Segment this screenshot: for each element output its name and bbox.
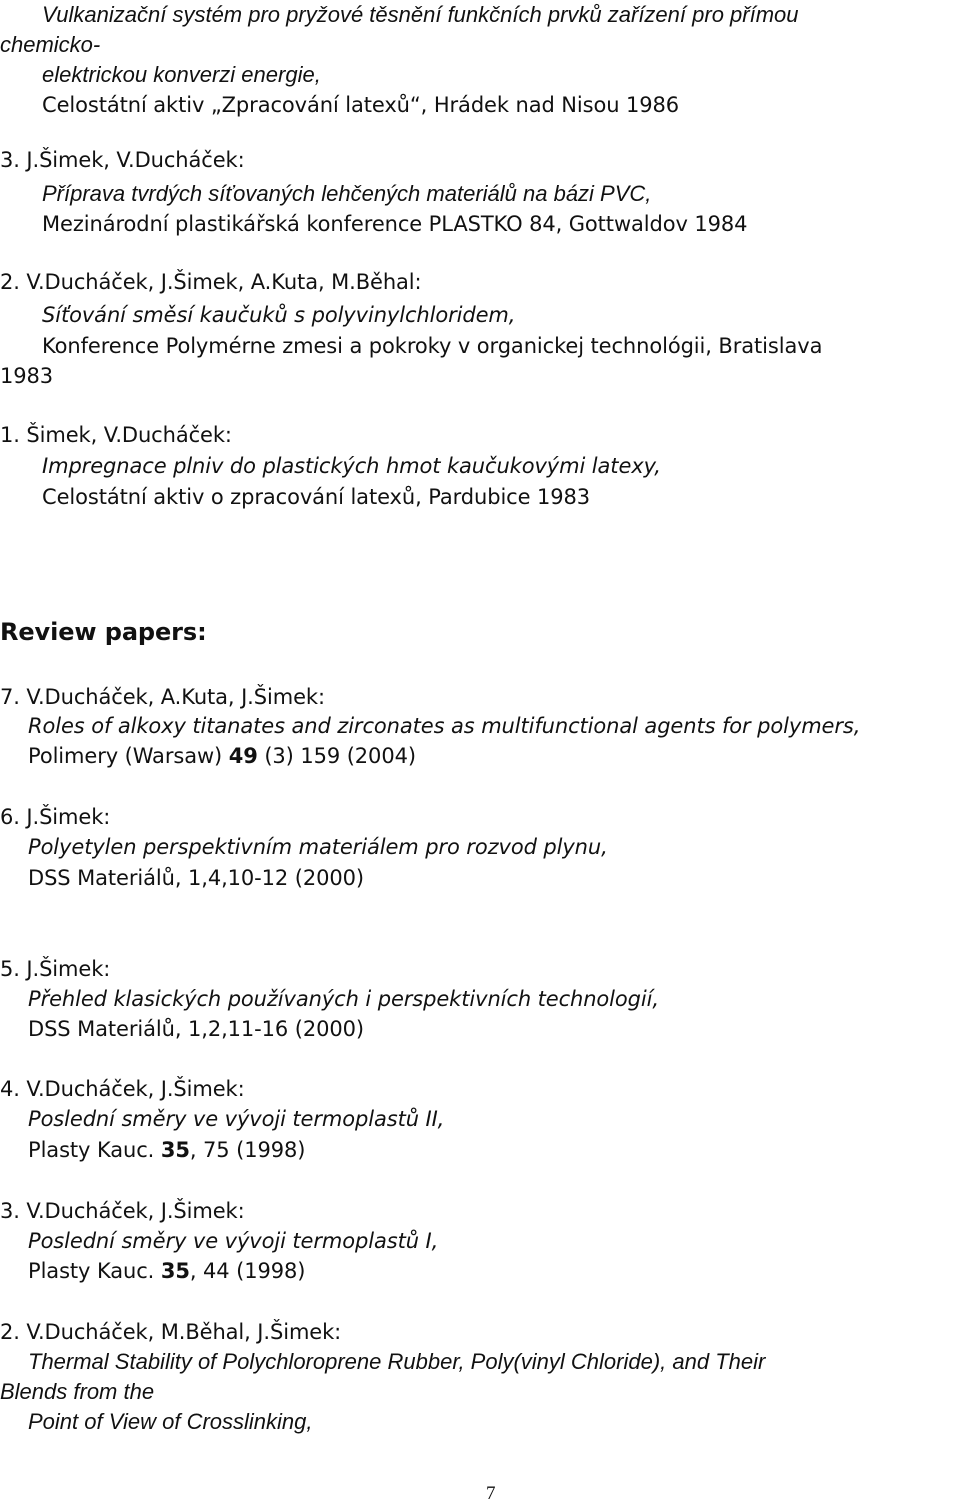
entry-title: Síťování směsí kaučuků s polyvinylchloridem, [42,303,516,327]
entry-title-line: chemicko- [0,32,101,57]
entry-authors: 2. V.Ducháček, J.Šimek, A.Kuta, M.Běhal: [0,270,422,294]
entry-venue: Celostátní aktiv „Zpracování latexů“, Hrádek nad Nisou 1986 [42,93,680,117]
review-venue [28,1256,305,1286]
review-authors: 3. V.Ducháček, J.Šimek: [0,1199,245,1223]
entry-title: Příprava tvrdých síťovaných lehčených materiálů na bázi PVC, [42,181,652,206]
review-title-cont: Point of View of Crosslinking, [28,1409,313,1434]
entry-venue: Konference Polymérne zmesi a pokroky v organickej technológii, Bratislava [42,334,823,358]
review-venue-post: , 44 (1998) [189,1259,306,1283]
review-title-cont: Blends from the [0,1379,155,1404]
review-title: Roles of alkoxy titanates and zirconates as multifunctional agents for polymers, [28,714,861,738]
review-volume: 35 [160,1259,190,1283]
review-title: Přehled klasických používaných i perspektivních technologií, [28,987,659,1011]
entry-venue: Mezinárodní plastikářská konference PLASTKO 84, Gottwaldov 1984 [42,212,748,236]
review-venue-pre: Plasty Kauc. [28,1259,161,1283]
entry-title-line: Vulkanizační systém pro pryžové těsnění funkčních prvků zařízení pro přímou [42,2,799,27]
review-authors: 5. J.Šimek: [0,957,111,981]
review-authors: 6. J.Šimek: [0,805,111,829]
review-title: Poslední směry ve vývoji termoplastů II, [28,1107,445,1131]
entry-title-line: elektrickou konverzi energie, [42,62,321,87]
page-number: 7 [486,1483,496,1504]
review-title: Thermal Stability of Polychloroprene Rubber, Poly(vinyl Chloride), and Their [28,1349,766,1374]
review-venue: DSS Materiálů, 1,4,10-12 (2000) [28,866,364,890]
review-title: Polyetylen perspektivním materiálem pro rozvod plynu, [28,835,608,859]
entry-authors: 3. J.Šimek, V.Ducháček: [0,148,245,172]
review-venue [28,1135,305,1165]
review-venue-post: , 75 (1998) [189,1138,306,1162]
review-authors: 7. V.Ducháček, A.Kuta, J.Šimek: [0,685,325,709]
entry-authors: 1. Šimek, V.Ducháček: [0,423,232,447]
review-title: Poslední směry ve vývoji termoplastů I, [28,1229,439,1253]
review-venue-post: (3) 159 (2004) [257,744,416,768]
entry-title: Impregnace plniv do plastických hmot kaučukovými latexy, [42,454,661,478]
review-volume: 49 [228,744,258,768]
entry-venue: Celostátní aktiv o zpracování latexů, Pardubice 1983 [42,485,591,509]
review-authors: 4. V.Ducháček, J.Šimek: [0,1077,245,1101]
review-authors: 2. V.Ducháček, M.Běhal, J.Šimek: [0,1320,342,1344]
review-venue-pre: Polimery (Warsaw) [28,744,229,768]
section-heading: Review papers: [0,618,207,646]
review-venue: DSS Materiálů, 1,2,11-16 (2000) [28,1017,364,1041]
review-venue [28,741,416,771]
review-volume: 35 [160,1138,190,1162]
review-venue-pre: Plasty Kauc. [28,1138,161,1162]
entry-venue-cont: 1983 [0,364,54,388]
